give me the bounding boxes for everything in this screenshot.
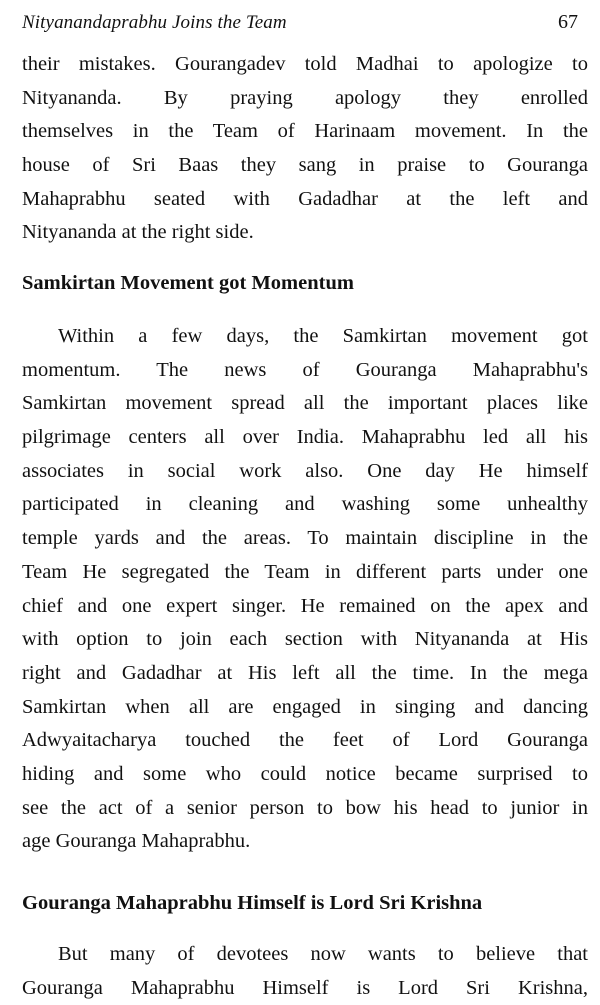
text-line: with option to join each section with Nityananda at His [22, 628, 588, 651]
text-line: Mahaprabhu seated with Gadadhar at the left and [22, 187, 588, 210]
text-line: Samkirtan movement spread all the important places like [22, 392, 588, 415]
text-line: pilgrimage centers all over India. Mahaprabhu led all his [22, 426, 588, 449]
running-head: Nityanandaprabhu Joins the Team [22, 12, 287, 33]
text-line: Gouranga Mahaprabhu Himself is Lord Sri Krishna, [22, 976, 588, 999]
paragraph-continued [22, 48, 588, 250]
section-heading: Samkirtan Movement got Momentum [22, 272, 354, 294]
paragraph [22, 320, 588, 859]
text-line: age Gouranga Mahaprabhu. [22, 830, 251, 853]
text-line: Samkirtan when all are engaged in singing and dancing [22, 695, 588, 718]
text-line: hiding and some who could notice became surprised to [22, 762, 588, 785]
text-line: Adwyaitacharya touched the feet of Lord Gouranga [22, 729, 588, 752]
text-line: chief and one expert singer. He remained on the apex and [22, 594, 588, 617]
text-line: Within a few days, the Samkirtan movement got [58, 325, 588, 347]
text-line: But many of devotees now wants to believe that [58, 943, 588, 965]
text-line: participated in cleaning and washing some unhealthy [22, 493, 588, 516]
text-line: right and Gadadhar at His left all the time. In the mega [22, 661, 588, 684]
text-line: Nityananda at the right side. [22, 221, 254, 244]
text-line: house of Sri Baas they sang in praise to Gouranga [22, 154, 588, 177]
text-line: themselves in the Team of Harinaam movement. In the [22, 120, 588, 143]
text-line: see the act of a senior person to bow his head to junior in [22, 796, 588, 819]
text-line: Nityananda. By praying apology they enrolled [22, 86, 588, 109]
text-line: their mistakes. Gourangadev told Madhai to apologize to [22, 53, 588, 75]
page-number: 67 [558, 11, 578, 33]
section-heading: Gouranga Mahaprabhu Himself is Lord Sri Krishna [22, 892, 483, 914]
text-line: temple yards and the areas. To maintain discipline in the [22, 527, 588, 550]
text-line: momentum. The news of Gouranga Mahaprabhu's [22, 358, 588, 381]
text-line: associates in social work also. One day He himself [22, 459, 588, 482]
text-line: Team He segregated the Team in different parts under one [22, 560, 588, 583]
paragraph [22, 938, 588, 1005]
